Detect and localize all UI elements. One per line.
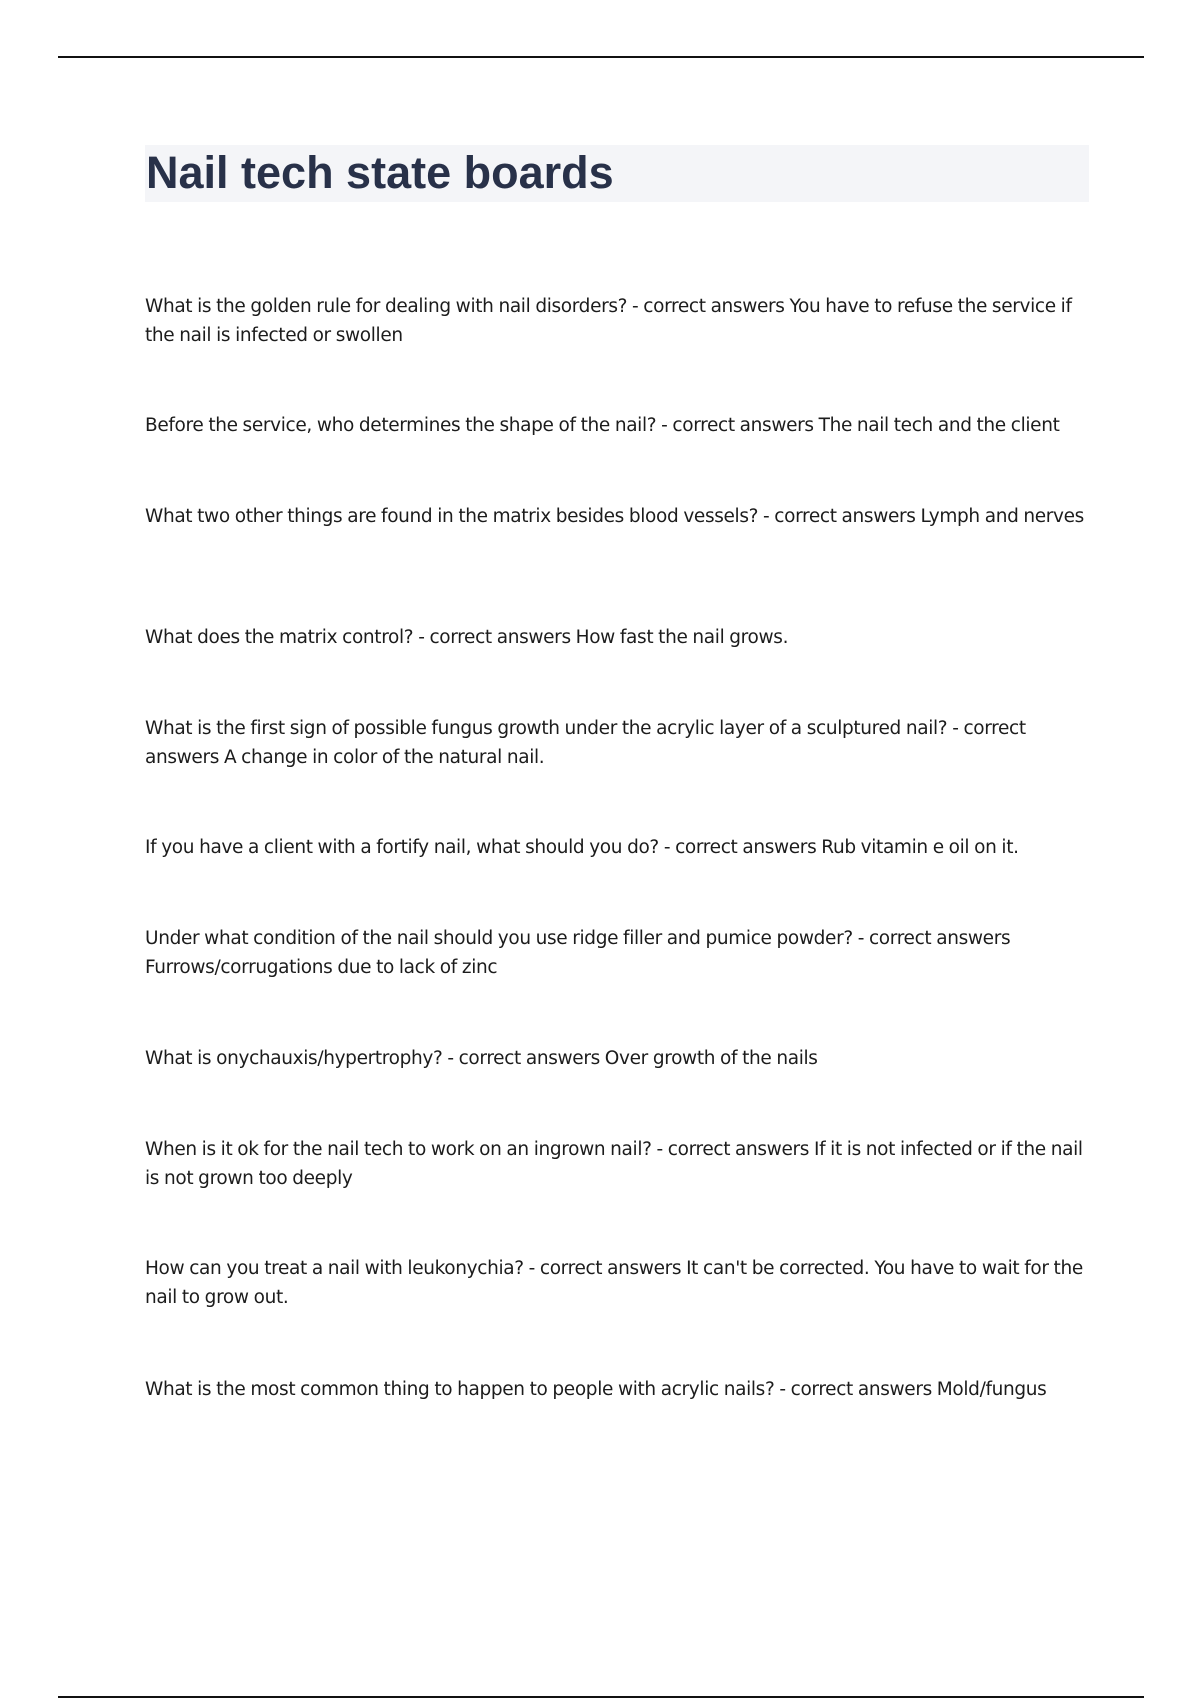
qa-item-9: When is it ok for the nail tech to work on an ingrown nail? - correct answers If it is not infected or if the nail is not grown too deeply: [145, 1139, 1083, 1189]
qa-item-4: What does the matrix control? - correct answers How fast the nail grows.: [145, 627, 789, 648]
qa-item-5: What is the first sign of possible fungus growth under the acrylic layer of a sculptured nail? - correct answers A change in color of the natural nail.: [145, 718, 1026, 768]
bottom-rule: [58, 1696, 1144, 1698]
qa-item-6: If you have a client with a fortify nail, what should you do? - correct answers Rub vitamin e oil on it.: [145, 837, 1019, 858]
page-title: Nail tech state boards: [146, 147, 614, 198]
qa-item-10: How can you treat a nail with leukonychia? - correct answers It can't be corrected. You have to wait for the nail to grow out.: [145, 1258, 1083, 1308]
qa-item-7: Under what condition of the nail should you use ridge filler and pumice powder? - correct answers Furrows/corrugations due to lack of zinc: [145, 928, 1011, 978]
qa-item-2: Before the service, who determines the shape of the nail? - correct answers The nail tech and the client: [145, 415, 1060, 436]
qa-item-3: What two other things are found in the matrix besides blood vessels? - correct answers Lymph and nerves: [145, 506, 1084, 527]
top-rule: [58, 56, 1144, 58]
qa-item-11: What is the most common thing to happen to people with acrylic nails? - correct answers Mold/fungus: [145, 1379, 1047, 1400]
qa-item-1: What is the golden rule for dealing with nail disorders? - correct answers You have to refuse the service if the nail is infected or swollen: [145, 296, 1072, 346]
qa-item-8: What is onychauxis/hypertrophy? - correct answers Over growth of the nails: [145, 1048, 818, 1069]
